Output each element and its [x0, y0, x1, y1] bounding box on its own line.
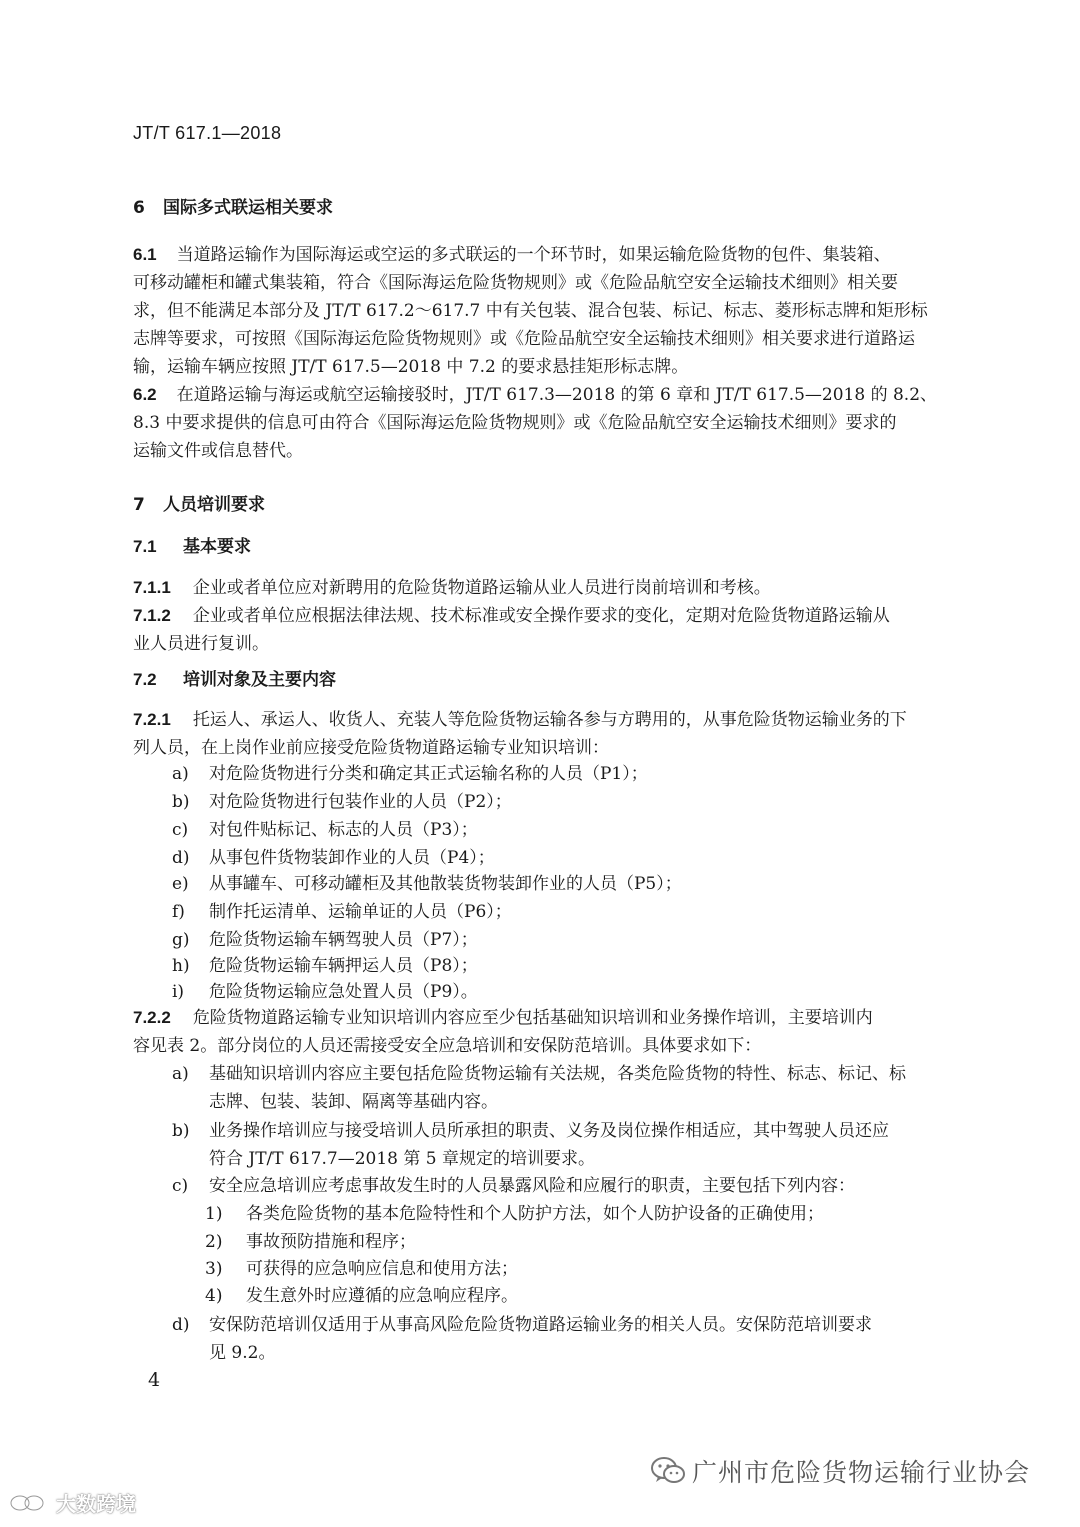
clause-number: 7.2.2 [133, 1008, 171, 1027]
list-text: 制作托运清单、运输单证的人员（P6）； [209, 902, 512, 922]
list-text: 从事包件货物装卸作业的人员（P4）； [209, 848, 495, 868]
list-text: 安保防范培训仅适用于从事高风险危险货物道路运输业务的相关人员。安保防范培训要求 [209, 1315, 872, 1335]
list-item-a [172, 1059, 906, 1084]
list-item [172, 759, 648, 784]
sub-list-item [205, 1254, 518, 1279]
subsection-number: 7.1 [133, 537, 157, 556]
paragraph-6-2-line-3: 运输文件或信息替代。 [133, 441, 303, 461]
clause-number: 7.2.1 [133, 710, 171, 729]
subsection-7-2-heading [133, 665, 336, 690]
paragraph-text: 企业或者单位应根据法律法规、技术标准或安全操作要求的变化，定期对危险货物道路运输从 [192, 606, 890, 626]
section-number: 7 [133, 495, 145, 515]
paragraph-7-2-2-line-1 [133, 1003, 873, 1028]
list-marker: c) [172, 1176, 189, 1196]
chain-link-icon [8, 1492, 52, 1514]
paragraph-6-1-line-5: 输，运输车辆应按照 JT/T 617.5—2018 中 7.2 的要求悬挂矩形标志牌。 [133, 357, 689, 377]
list-item-b [172, 1116, 889, 1141]
paragraph-6-2-line-1 [133, 380, 937, 405]
list-marker: c) [172, 820, 189, 840]
list-marker: a) [172, 1064, 189, 1084]
paragraph-6-1-line-4: 志牌等要求，可按照《国际海运危险货物规则》或《危险品航空安全运输技术细则》相关要求进行道路运 [133, 329, 915, 349]
subsection-title: 培训对象及主要内容 [183, 670, 336, 690]
list-text: 安全应急培训应考虑事故发生时的人员暴露风险和应履行的职责，主要包括下列内容： [209, 1176, 855, 1196]
list-marker: b) [172, 1121, 190, 1141]
list-text: 基础知识培训内容应主要包括危险货物运输有关法规，各类危险货物的特性、标志、标记、标 [209, 1064, 906, 1084]
clause-number: 6.1 [133, 245, 157, 264]
sub-list-text: 发生意外时应遵循的应急响应程序。 [246, 1286, 518, 1306]
paragraph-text: 企业或者单位应对新聘用的危险货物道路运输从业人员进行岗前培训和考核。 [192, 578, 771, 598]
standard-code-header: JT/T 617.1—2018 [133, 123, 282, 143]
list-item-c [172, 1171, 855, 1196]
list-item [172, 951, 478, 976]
sub-list-marker: 1) [205, 1204, 223, 1224]
paragraph-text: 当道路运输作为国际海运或空运的多式联运的一个环节时，如果运输危险货物的包件、集装箱、 [176, 245, 891, 265]
subsection-title: 基本要求 [183, 537, 251, 557]
list-marker: d) [172, 1315, 190, 1335]
sub-list-text: 事故预防措施和程序； [246, 1232, 416, 1252]
list-item [172, 897, 512, 922]
sub-list-item [205, 1199, 824, 1224]
clause-number: 7.1.1 [133, 578, 171, 597]
subsection-number: 7.2 [133, 670, 157, 689]
paragraph-6-1-line-1 [133, 240, 891, 265]
clause-number: 6.2 [133, 385, 157, 404]
section-number: 6 [133, 198, 145, 218]
paragraph-7-2-1-line-2: 列人员，在上岗作业前应接受危险货物道路运输专业知识培训： [133, 738, 609, 758]
paragraph-7-2-1-line-1 [133, 705, 907, 730]
list-item-d [172, 1310, 872, 1335]
sub-list-item [205, 1281, 518, 1306]
sub-list-item [205, 1227, 416, 1252]
list-text: 从事罐车、可移动罐柜及其他散装货物装卸作业的人员（P5）； [209, 874, 682, 894]
association-name: 广州市危险货物运输行业协会 [692, 1458, 1031, 1487]
list-text: 业务操作培训应与接受培训人员所承担的职责、义务及岗位操作相适应，其中驾驶人员还应 [209, 1121, 889, 1141]
paragraph-6-2-line-2: 8.3 中要求提供的信息可由符合《国际海运危险货物规则》或《危险品航空安全运输技术细则》要求的 [133, 413, 897, 433]
page-number: 4 [148, 1369, 161, 1391]
list-item [172, 843, 495, 868]
paragraph-6-1-line-3: 求，但不能满足本部分及 JT/T 617.2～617.7 中有关包装、混合包装、标记、标志、菱形标志牌和矩形标 [133, 301, 928, 321]
section-7-heading [133, 490, 265, 515]
paragraph-text: 危险货物道路运输专业知识培训内容应至少包括基础知识培训和业务操作培训，主要培训内 [192, 1008, 873, 1028]
sub-list-text: 各类危险货物的基本危险特性和个人防护方法，如个人防护设备的正确使用； [246, 1204, 824, 1224]
section-title: 人员培训要求 [163, 495, 265, 515]
list-marker: e) [172, 874, 189, 894]
sub-list-text: 可获得的应急响应信息和使用方法； [246, 1259, 518, 1279]
list-marker: f) [172, 902, 185, 922]
list-marker: i) [172, 982, 185, 1002]
list-item-d-continuation: 见 9.2。 [209, 1343, 276, 1363]
list-item [172, 977, 478, 1002]
list-marker: d) [172, 848, 190, 868]
list-item [172, 869, 682, 894]
list-item-b-continuation: 符合 JT/T 617.7—2018 第 5 章规定的培训要求。 [209, 1149, 595, 1169]
list-item [172, 815, 478, 840]
list-marker: b) [172, 792, 190, 812]
list-text: 对危险货物进行包装作业的人员（P2）； [209, 792, 512, 812]
paragraph-text: 托运人、承运人、收货人、充装人等危险货物运输各参与方聘用的，从事危险货物运输业务的下 [192, 710, 907, 730]
site-watermark [8, 1488, 136, 1517]
subsection-7-1-heading [133, 532, 251, 557]
list-text: 危险货物运输车辆驾驶人员（P7）； [209, 930, 478, 950]
list-marker: a) [172, 764, 189, 784]
list-item [172, 787, 512, 812]
list-text: 危险货物运输应急处置人员（P9）。 [209, 982, 478, 1002]
paragraph-7-2-2-line-2: 容见表 2。部分岗位的人员还需接受安全应急培训和安保防范培训。具体要求如下： [133, 1036, 762, 1056]
sub-list-marker: 2) [205, 1232, 223, 1252]
paragraph-7-1-2-line-1 [133, 601, 890, 626]
section-title: 国际多式联运相关要求 [163, 198, 333, 218]
list-text: 危险货物运输车辆押运人员（P8）； [209, 956, 478, 976]
section-6-heading [133, 193, 333, 218]
clause-number: 7.1.2 [133, 606, 171, 625]
paragraph-7-1-1 [133, 573, 771, 598]
site-name: 大数跨境 [56, 1492, 136, 1516]
list-marker: g) [172, 930, 190, 950]
sub-list-marker: 4) [205, 1286, 223, 1306]
list-item [172, 925, 478, 950]
wechat-icon [650, 1456, 686, 1486]
list-item-a-continuation: 志牌、包装、装卸、隔离等基础内容。 [209, 1092, 498, 1112]
sub-list-marker: 3) [205, 1259, 223, 1279]
association-watermark [650, 1453, 1030, 1489]
paragraph-text: 在道路运输与海运或航空运输接驳时，JT/T 617.3—2018 的第 6 章和 JT/T 617.5—2018 的 8.2、 [176, 385, 938, 405]
list-text: 对包件贴标记、标志的人员（P3）； [209, 820, 478, 840]
paragraph-6-1-line-2: 可移动罐柜和罐式集装箱，符合《国际海运危险货物规则》或《危险品航空安全运输技术细则》相关要 [133, 273, 898, 293]
list-marker: h) [172, 956, 190, 976]
paragraph-7-1-2-line-2: 业人员进行复训。 [133, 634, 269, 654]
list-text: 对危险货物进行分类和确定其正式运输名称的人员（P1）； [209, 764, 648, 784]
